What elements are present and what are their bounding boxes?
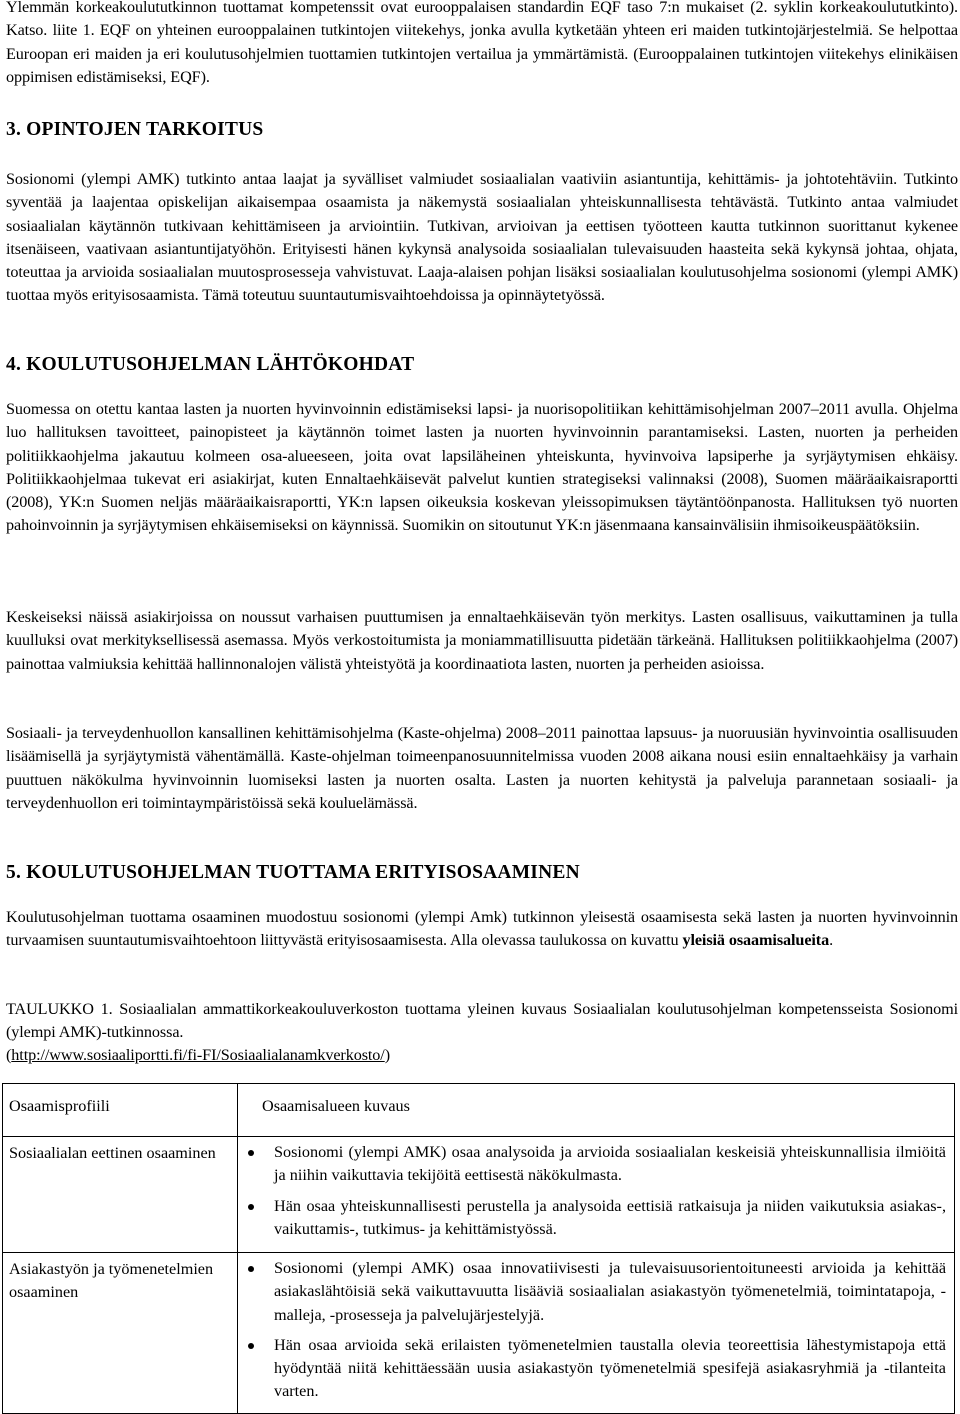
section-5-heading: 5. KOULUTUSOHJELMAN TUOTTAMA ERITYISOSAAMINEN <box>6 862 580 883</box>
section-5-paragraph-bold: yleisiä osaamisalueita <box>682 931 830 950</box>
table-header-profile-label: Osaamisprofiili <box>9 1097 110 1115</box>
table-header-profile <box>3 1084 238 1137</box>
section-4-paragraph-3: Sosiaali- ja terveydenhuollon kansallinen kehittämisohjelma (Kaste-ohjelma) 2008–2011 painottaa lapsuus- ja nuoruusiän hyvinvointia osallisuuden lisäämisellä ja syrjäytymistä vähentämällä. Kaste-ohjelman toimeenpanosuunnitelmissa vuoden 2008 aikana nousi esiin ennaltaehkäisy ja varhain puuttuen näkökulma hyvinvoinnin luomiseksi lasten ja nuorten osalta. Lasten ja nuorten kehitystä ja palveluja parannetaan sosiaali- ja terveydenhuollon eri toimintaympäristöissä sekä kouluelämässä. <box>6 724 958 812</box>
section-5-paragraph-end: . <box>829 931 834 950</box>
section-3-heading: 3. OPINTOJEN TARKOITUS <box>6 119 264 140</box>
profile-cell <box>3 1253 238 1414</box>
list-item: Hän osaa yhteiskunnallisesti perustella ja analysoida eettisiä ratkaisuja ja niiden vaikutuksia asiakas-, vaikuttamis-, tutkimus- ja kehittämistyössä. <box>274 1195 946 1242</box>
table-row <box>3 1253 955 1414</box>
table-header-description-label: Osaamisalueen kuvaus <box>262 1097 410 1115</box>
table-header-row <box>3 1084 955 1137</box>
profile-label: Sosiaalialan eettinen osaaminen <box>9 1144 216 1162</box>
intro-paragraph: Ylemmän korkeakoulututkinnon tuottamat kompetenssit ovat eurooppalaisen standardin EQF taso 7:n mukaiset (2. syklin korkeakoulututkinto). Katso. liite 1. EQF on yhteinen eurooppalainen tutkintojen viitekehys, jonka avulla kytketään yhteen eri maiden tutkintojärjestelmiä. Se helpottaa Euroopan eri maiden ja eri koulutusohjelmien tuottamien tutkintojen vertailua ja ymmärtämistä. (Eurooppalainen tutkintojen viitekehys elinikäisen oppimisen edistämiseksi, EQF). <box>6 0 958 86</box>
list-item: Sosionomi (ylempi AMK) osaa innovatiivisesti ja tulevaisuusorientoituneesti arvioida ja kehittää asiakaslähtöisiä sekä vaikuttavuutta lisääviä sosiaalialan asiakastyön työmenetelmiä, toimintatapoja, -malleja, -prosesseja ja palvelujärjestelyjä. <box>274 1257 946 1327</box>
table-row <box>3 1137 955 1253</box>
section-4-paragraph-1: Suomessa on otettu kantaa lasten ja nuorten hyvinvoinnin edistämiseksi lapsi- ja nuorisopolitiikan kehittämisohjelman 2007–2011 avulla. Ohjelma luo hallituksen tavoitteet, painopisteet ja käytännön toimet lasten ja nuorten hyvinvoinnin parantamiseksi. Lasten, nuorten ja perheiden politiikkaohjelma jakautuu kolmeen osa-alueeseen, joita ovat lapsiläheinen yhteiskunta, hyvinvoiva lapsiperhe ja syrjäytymisen ehkäisy. Politiikkaohjelmaa tukevat eri asiakirjat, kuten Ennaltaehkäisevät palvelut kuntien strategiseksi valinnaksi (2008), Suomen määräaikaisraportti (2008), YK:n Suomen neljäs määräaikaisraportti, YK:n lapsen oikeuksia koskevan yleissopimuksen täytäntöönpanosta. Hallituksen työ nuorten pahoinvoinnin ja syrjäytymisen ehkäisemiseksi on käynnissä. Suomikin on sitoutunut YK:n jäsenmaana kansainvälisiin ihmisoikeuspäätöksiin. <box>6 400 958 535</box>
list-item: Sosionomi (ylempi AMK) osaa analysoida ja arvioida sosiaalialan keskeisiä yhteiskunnallisia ilmiöitä ja niihin vaikuttavia tekijöitä eettisestä näkökulmasta. <box>274 1141 946 1188</box>
section-3-paragraph: Sosionomi (ylempi AMK) tutkinto antaa laajat ja syvälliset valmiudet sosiaalialan vaativiin asiantuntija, kehittämis- ja johtotehtäviin. Tutkinto syventää ja laajentaa opiskelijan aikaisempaa osaamista ja näkemystä sosiaalialan yhteiskunnallisesta tehtävästä. Tutkinto antaa valmiudet sosiaalialan käytännön tutkivaan kehittämiseen ja arviointiin. Tutkivan, arvioivan ja eettisen työotteen kautta tutkinnon suorittanut kykenee itsenäiseen, vaativaan asiantuntijatyöhön. Erityisesti hänen kykynsä analysoida sosiaalialan tulevaisuuden haasteita sekä kykynsä johtaa, ohjata, toteuttaa ja arvioida sosiaalialan muutosprosesseja vahvistuvat. Laaja-alaisen pohjan lisäksi sosiaalialan koulutusohjelma sosionomi (ylempi AMK) tuottaa myös erityisosaamista. Tämä toteutuu suuntautumisvaihtoehdoissa ja opinnäytetyössä. <box>6 170 958 305</box>
link-line: (http://www.sosiaaliportti.fi/fi-FI/Sosiaalialanamkverkosto/) <box>6 1046 390 1064</box>
competence-table <box>2 1083 955 1414</box>
description-list <box>238 1253 954 1413</box>
section-4-paragraph-2: Keskeiseksi näissä asiakirjoissa on noussut varhaisen puuttumisen ja ennaltaehkäisevän työn merkitys. Lasten osallisuus, vaikuttaminen ja tulla kuulluksi ovat merkityksellisessä asemassa. Myös verkostoitumista ja moniammatillisuutta pidetään tärkeänä. Hallituksen politiikkaohjelma (2007) painottaa valmiuksia kehittää hallinnonalojen välistä yhteistyötä ja koordinaatiota lasten, nuorten ja perheiden asioissa. <box>6 608 958 673</box>
description-cell <box>238 1137 955 1253</box>
table-header-description <box>238 1084 955 1137</box>
profile-cell <box>3 1137 238 1253</box>
table-caption: TAULUKKO 1. Sosiaalialan ammattikorkeakouluverkoston tuottama yleinen kuvaus Sosiaalialan koulutusohjelman kompetensseista Sosionomi (ylempi AMK)-tutkinnossa. <box>6 1000 958 1042</box>
section-4-heading: 4. KOULUTUSOHJELMAN LÄHTÖKOHDAT <box>6 354 415 375</box>
sosiaaliportti-link[interactable]: http://www.sosiaaliportti.fi/fi-FI/Sosiaalialanamkverkosto/ <box>11 1046 385 1064</box>
section-5-paragraph-text: Koulutusohjelman tuottama osaaminen muodostuu sosionomi (ylempi Amk) tutkinnon yleisestä osaamisesta sekä lasten ja nuorten hyvinvoinnin turvaamisen suuntautumisvaihtoehtoon liittyvästä erityisosaamisesta. Alla olevassa taulukossa on kuvattu <box>6 908 958 950</box>
section-5-paragraph <box>6 906 958 953</box>
list-item: Hän osaa arvioida sekä erilaisten työmenetelmien taustalla olevia teoreettisia lähestymistapoja että hyödyntää niitä kehittäessään uusia asiakastyön työmenetelmiä spesifejä asiakasryhmiä ja -tilanteita varten. <box>274 1334 946 1404</box>
description-list <box>238 1137 954 1250</box>
description-cell <box>238 1253 955 1414</box>
profile-label: Asiakastyön ja työmenetelmien osaaminen <box>9 1260 214 1302</box>
